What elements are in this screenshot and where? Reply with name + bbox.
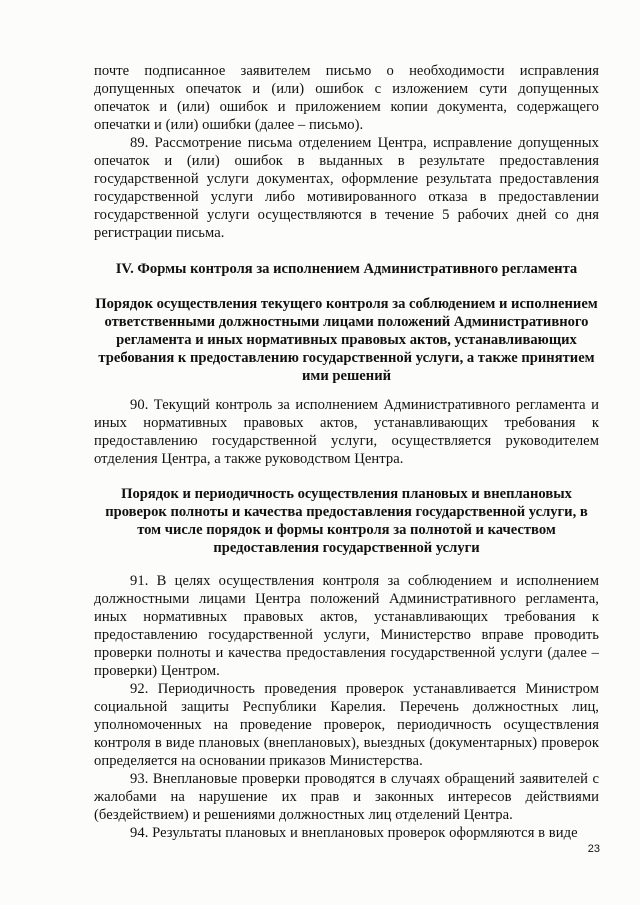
- page-number: 23: [587, 843, 600, 855]
- paragraph-93: 93. Внеплановые проверки проводятся в случаях обращений заявителей с жалобами на нарушение их прав и законных интересов действиями (бездействием) и решениями должностных лиц отделений Центра.: [94, 771, 599, 823]
- paragraph-94: 94. Результаты плановых и внеплановых проверок оформляются в виде: [130, 825, 578, 841]
- paragraph-92: 92. Периодичность проведения проверок устанавливается Министром социальной защиты Республики Карелия. Перечень должностных лиц, уполномоченных на проведение проверок, периодичность осуществления контроля в виде плановых (внеплановых), выездных (документарных) проверок определяется на основании приказов Министерства.: [94, 681, 599, 769]
- paragraph-continuation: почте подписанное заявителем письмо о необходимости исправления допущенных опечаток и (или) ошибок с изложением сути допущенных опечаток и (или) ошибок и приложением копии документа, содержащего опечатки и (или) ошибки (далее – письмо).: [94, 63, 599, 133]
- section-title: IV. Формы контроля за исполнением Административного регламента: [115, 261, 578, 277]
- subsection-title-current-control: Порядок осуществления текущего контроля за соблюдением и исполнением ответственными должностными лицами положений Административного регламента и иных нормативных правовых актов, устанавливающих требования к предоставлению государственной услуги, а также принятием ими решений: [95, 296, 598, 384]
- paragraph-91: 91. В целях осуществления контроля за соблюдением и исполнением должностными лицами Центра положений Административного регламента, иных нормативных правовых актов, устанавливающих требования к предоставлению государственной услуги, Министерство вправе проводить проверки полноты и качества предоставления государственной услуги (далее – проверки) Центром.: [94, 573, 599, 679]
- paragraph-89: 89. Рассмотрение письма отделением Центра, исправление допущенных опечаток и (или) ошибок в выданных в результате предоставления государственной услуги документах, оформление результата предоставления государственной услуги либо мотивированного отказа в предоставлении государственной услуги осуществляются в течение 5 рабочих дней со дня регистрации письма.: [94, 135, 599, 241]
- paragraph-block-top: [94, 62, 599, 242]
- paragraph-block-90: [94, 396, 599, 468]
- paragraph-block-bottom: [94, 572, 599, 842]
- subsection-title-inspections: Порядок и периодичность осуществления плановых и внеплановых проверок полноты и качества предоставления государственной услуги, в том числе порядок и формы контроля за полнотой и качеством предоставления государственной услуги: [105, 486, 588, 556]
- paragraph-90: 90. Текущий контроль за исполнением Административного регламента и иных нормативных правовых актов, устанавливающих требования к предоставлению государственной услуги, осуществляется руководителем отделения Центра, а также руководством Центра.: [94, 397, 599, 467]
